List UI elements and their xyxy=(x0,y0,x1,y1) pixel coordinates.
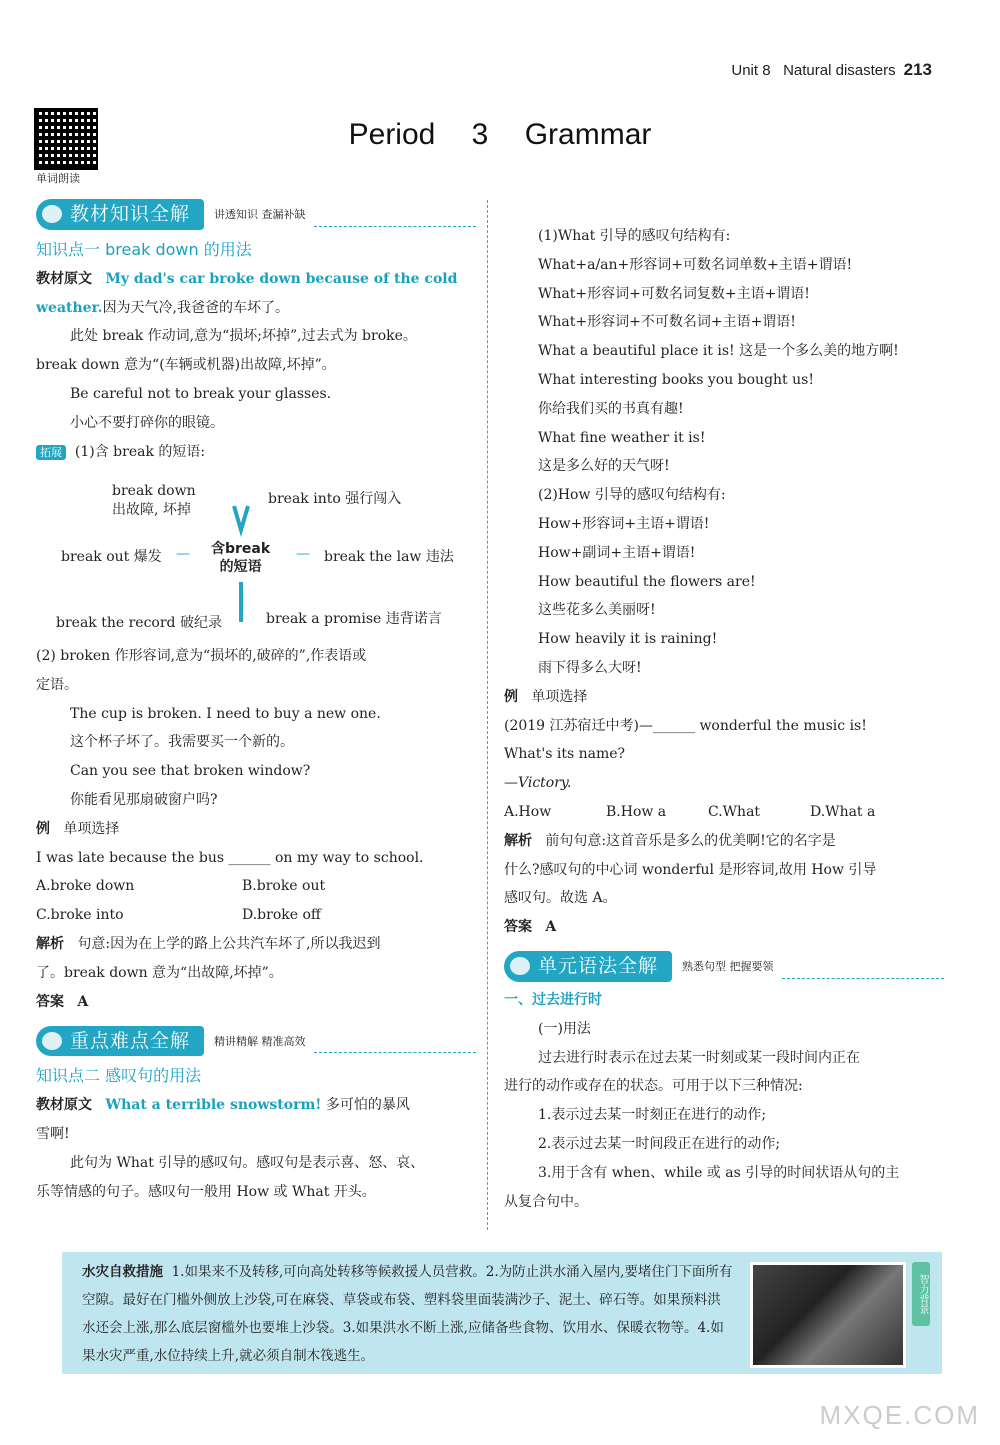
break-phrases-diagram: break down 出故障, 坏掉 break into 强行闯入 break out 爆发 — 含break 的短语 — break the law 违法 break the record 破纪录 break a promise 违背诺言 xyxy=(56,483,454,631)
phrase-break-law: break the law 违法 xyxy=(324,549,454,565)
left-column: 教材知识全解 讲透知识 查漏补缺 知识点一 break down 的用法 教材原文 My dad's car broke down because of the cold weather.因为天气冷,我爸爸的车坏了。 此处 break 作动词,意为“损坏;坏掉”,过去式为 broke。 break down 意为“(车辆或机器)出故障,坏掉”。 Be careful not to break your glasses. 小心不要打碎你的眼镜。 拓展 (1)含 break 的短语: xyxy=(36,200,476,466)
right-column: (1)What 引导的感叹句结构有: What+a/an+形容词+可数名词单数+主语+谓语! What+形容词+可数名词复数+主语+谓语! What+形容词+不可数名词+主语+谓语! What a beautiful place it is! 这是一个多么美的地方啊! What interesting books you bought us! 你给我们买的书真有趣! What fine weather it is! 这是多么好的天气呀! (2)How 引导的感叹句结构有: How+形容词+主语+谓语! How+副词+主语+谓语! How beautiful the flowers are! 这些花多么美丽呀! How heavily it is raining! 雨下得多么大呀! 例 单项选择 (2019 江苏宿迁中考)—______ wonderful the music is! What's its name? —Victory. A.How B.How a C.What D.What a 解析 前句句意:这首音乐是多么的优美啊!它的名字是 什么?感叹句的中心词 wonderful 是形容词,故用 How 引导 感叹句。故选 A。 答案 A 单元语法全解 熟悉句型 把握要领 一、过去进行时 (一)用法 过去进行时表示在过去某一时刻或某一段时间内正在 进行的动作或存在的状态。可用于以下三种情况: 1.表示过去某一时刻正在进行的动作; 2.表示过去某一时间段正在进行的动作; 3.用于含有 when、while 或 as 引导的时间状语从句的主 从复合句中。 xyxy=(504,222,944,1216)
question-2: (2019 江苏宿迁中考)—______ wonderful the music is! xyxy=(504,717,867,734)
option-d: D.What a xyxy=(810,803,876,820)
qr-label: 单词朗读 xyxy=(36,172,80,185)
option-a: A.How xyxy=(504,803,552,820)
watermark: MXQE.COM xyxy=(819,1400,980,1430)
left-column-lower: (2) broken 作形容词,意为“损坏的,破碎的”,作表语或 定语。 The cup is broken. I need to buy a new one. 这个杯子坏了。我需要买一个新的。 Can you see that broken window? 你能看见那扇破窗户吗? 例 单项选择 I was late because the bus ______ on my way to school. A.broke down B.broke out C.broke into D.broke off 解析 句意:因为在上学的路上公共汽车坏了,所以我迟到 了。break down 意为“出故障,坏掉”。 答案 A 重点难点全解 精讲精解 精准高效 知识点二 感叹句的用法 教材原文 What a terrible snowstorm! 多可怕的暴风 雪啊! 此句为 What 引导的感叹句。感叹句是表示喜、怒、哀、 乐等情感的句子。感叹句一般用 How 或 What 开头。 xyxy=(36,642,476,1206)
phrase-break-promise: break a promise 违背诺言 xyxy=(266,611,442,627)
section-heading: 一、过去进行时 xyxy=(504,991,602,1008)
page-title: Period 3 Grammar xyxy=(348,118,652,151)
diagram-center: 含break 的短语 xyxy=(211,541,271,575)
phrase-break-record: break the record 破纪录 xyxy=(56,615,222,631)
column-divider xyxy=(487,200,488,1230)
page-number: 213 xyxy=(903,60,932,79)
knowledge-point-1: 知识点一 break down 的用法 xyxy=(36,240,252,259)
option-b: B.How a xyxy=(606,803,667,820)
option-a: A.broke down xyxy=(36,878,135,895)
flood-photo xyxy=(750,1262,906,1368)
section-banner-grammar: 单元语法全解 熟悉句型 把握要领 xyxy=(504,952,944,982)
phrase-break-into: break into 强行闯入 xyxy=(268,491,402,507)
section-banner-key-points: 重点难点全解 精讲精解 精准高效 xyxy=(36,1026,476,1056)
answer: A xyxy=(77,993,89,1010)
answer: A xyxy=(545,919,557,936)
knowledge-point-2: 知识点二 感叹句的用法 xyxy=(36,1066,202,1086)
phrase-break-down: break down 出故障, 坏掉 xyxy=(112,483,196,518)
option-c: C.What xyxy=(708,803,761,820)
tip-tab: 智力背景 xyxy=(912,1262,930,1326)
extension-tag: 拓展 xyxy=(36,445,66,460)
question-1: I was late because the bus ______ on my way to school. xyxy=(36,849,424,866)
section-banner-knowledge: 教材知识全解 讲透知识 查漏补缺 xyxy=(36,200,476,230)
diagram-connector xyxy=(226,492,256,632)
textbook-sentence: My dad's car broke down because of the cold xyxy=(105,270,458,287)
option-b: B.broke out xyxy=(242,878,326,895)
option-c: C.broke into xyxy=(36,907,124,924)
option-d: D.broke off xyxy=(242,907,321,924)
phrase-break-out: break out 爆发 xyxy=(61,549,162,565)
tip-text: 水灾自救措施 1.如果来不及转移,可向高处转移等候救援人员营救。2.为防止洪水涌入屋内,要堵住门下面所有空隙。最好在门槛外侧放上沙袋,可在麻袋、草袋或布袋、塑料袋里面装满沙子、泥土、碎石等。如果预料洪水还会上涨,那么底层窗槛外也要堆上沙袋。3.如果洪水不断上涨,应储备些食物、饮用水、保暖衣物等。4.如果水灾严重,水位持续上升,就必须自制木筏逃生。 xyxy=(82,1264,733,1364)
running-header: Unit 8 Natural disasters 213 xyxy=(731,60,932,79)
